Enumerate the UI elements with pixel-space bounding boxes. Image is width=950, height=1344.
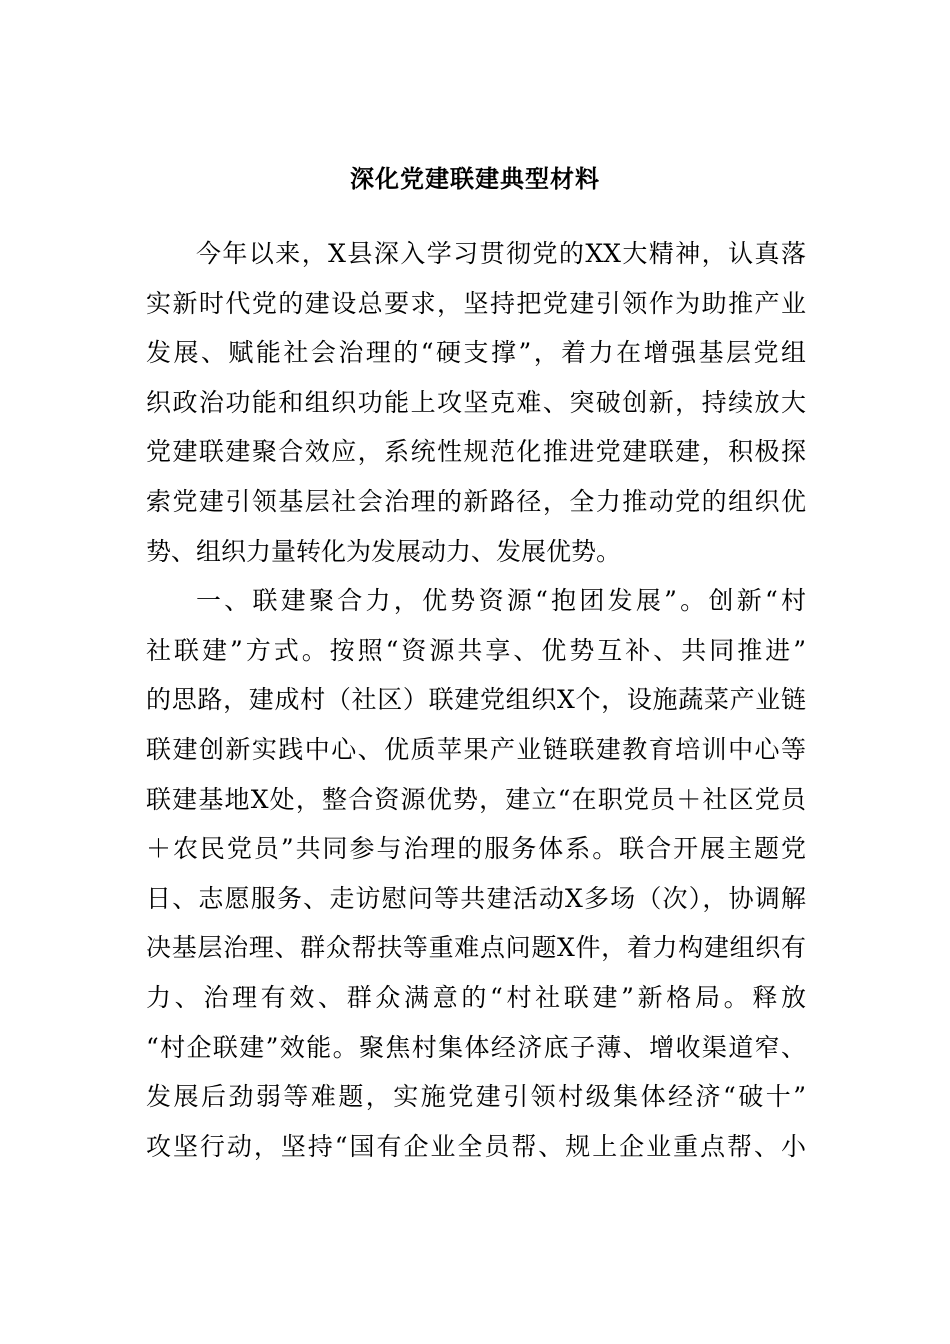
paragraph-line: 实新时代党的建设总要求，坚持把党建引领作为助推产业 [146,288,806,318]
paragraph-line: 力、治理有效、群众满意的“村社联建”新格局。释放 [146,982,806,1012]
paragraph-line: ＋农民党员”共同参与治理的服务体系。联合开展主题党 [146,834,806,864]
paragraph-line: 织政治功能和组织功能上攻坚克难、突破创新，持续放大 [146,387,806,417]
paragraph-line: 发展、赋能社会治理的“硬支撑”，着力在增强基层党组 [146,338,806,368]
paragraph-line: “村企联建”效能。聚焦村集体经济底子薄、增收渠道窄、 [146,1032,806,1062]
paragraph-line: 联建创新实践中心、优质苹果产业链联建教育培训中心等 [146,734,806,764]
paragraph-line: 联建基地X处，整合资源优势，建立“在职党员＋社区党员 [146,784,806,814]
paragraph-line: 决基层治理、群众帮扶等重难点问题X件，着力构建组织有 [146,933,806,963]
paragraph-line: 今年以来，X县深入学习贯彻党的XX大精神，认真落 [196,239,806,268]
paragraph-line: 日、志愿服务、走访慰问等共建活动X多场（次），协调解 [146,883,806,913]
document-title: 深化党建联建典型材料 [350,164,600,193]
paragraph-line: 党建联建聚合效应，系统性规范化推进党建联建，积极探 [146,437,806,467]
paragraph-line: 发展后劲弱等难题，实施党建引领村级集体经济“破十” [146,1082,806,1112]
document-body [146,229,806,1171]
paragraph-line: 一、联建聚合力，优势资源“抱团发展”。创新“村 [196,586,806,616]
paragraph-line: 索党建引领基层社会治理的新路径，全力推动党的组织优 [146,486,806,516]
paragraph-line: 的思路，建成村（社区）联建党组织X个，设施蔬菜产业链 [146,685,806,715]
paragraph-line: 社联建”方式。按照“资源共享、优势互补、共同推进” [146,635,806,665]
paragraph-line: 攻坚行动，坚持“国有企业全员帮、规上企业重点帮、小 [146,1131,806,1161]
paragraph-line: 势、组织力量转化为发展动力、发展优势。 [146,536,622,566]
